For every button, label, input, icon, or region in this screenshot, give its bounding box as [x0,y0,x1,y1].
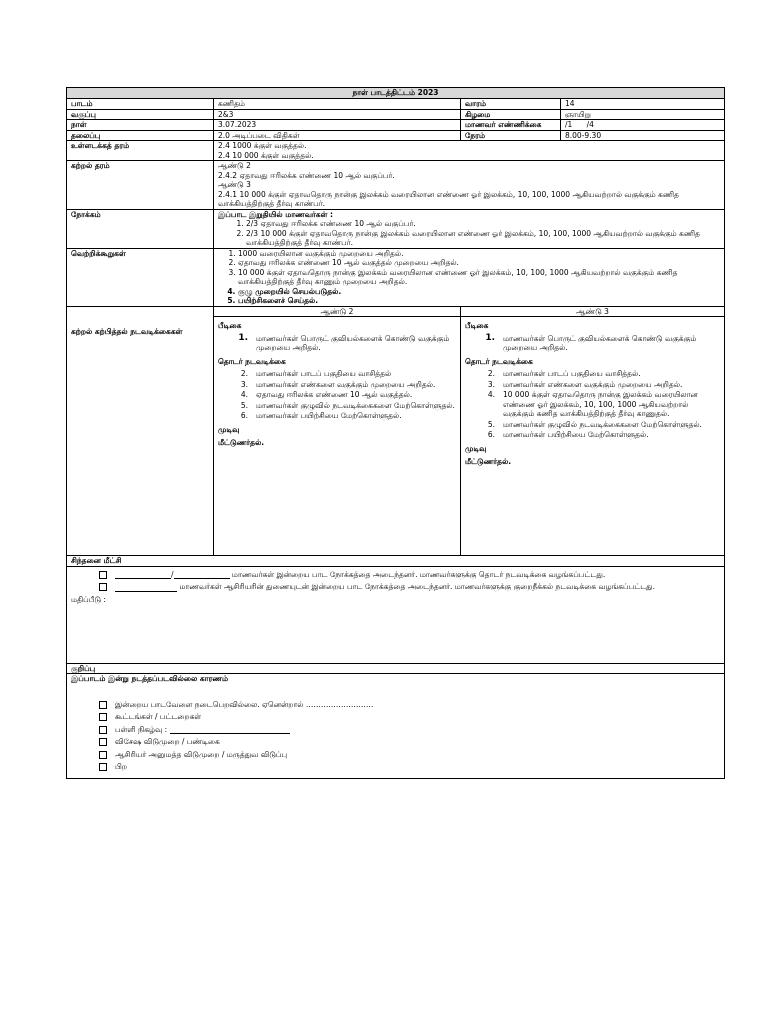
step-item [218,369,456,379]
learning-standard-label: கற்றல் தரம் [67,161,214,210]
reflection-option-1: / மாணவர்கள் இன்றைய பாட நோக்கத்தை அடைந்தனர். மாணவர்களுக்கு தொடர் நடவடிக்கை வழங்கப்பட்டது. [71,570,720,580]
date-label: நாள் [67,120,214,131]
success-criteria-value [214,248,725,306]
step-item [218,411,456,421]
objective-item: 2. 2/3 10 000 க்குள் ஏதாவதொரு நான்கு இலக்கம் வரையிலான எண்ணை ஓர் இலக்கம், 10, 100, 1000 ஆகியவற்றால் வகுக்கும் கணித வாக்கியத்திற்குத் தீர்வு காண்பர். [246,229,720,248]
year3-intro-steps [465,334,720,353]
step-item [465,390,720,419]
step-number: 1. [238,332,248,343]
step-text: மாணவர்கள் பயிற்சியை மேற்கொள்ளுதல். [503,430,649,439]
learning-standard-value [214,161,725,210]
step-text: ஏதாவது ஈரிலக்க எண்ணை 10 ஆல் வகுத்தல். [256,390,413,399]
reason-option [71,725,720,735]
objective-label: நோக்கம் [67,209,214,248]
week-value: 14 [561,99,725,110]
step-item [465,334,720,353]
class-label: வகுப்பு [67,109,214,120]
reason-option [71,750,720,760]
objective-list [218,219,720,248]
lesson-plan-page [66,87,724,779]
reflection-option-2 [71,582,720,592]
reflection-body [67,566,725,663]
step-text: மாணவர்கள் பொருட் குவியல்களைக் கொண்டு வகுக்கும் முறையை அறிதல். [503,333,697,352]
step-number: 6. [240,411,248,420]
objective-value [214,209,725,248]
step-item [465,430,720,440]
count-blank[interactable] [115,591,177,592]
step-number: 3. [240,379,248,389]
reflection-body-row [67,566,725,663]
reason-option-label: பிற [115,762,127,771]
reflection-label: சிந்தனை மீட்சி [67,556,725,567]
count-blank[interactable] [115,578,171,579]
not-conducted-reason-label: இப்பாடம் இன்று நடத்தப்படவில்லை காரணம் [71,674,228,683]
step-text: மாணவர்கள் பொருட் குவியல்களைக் கொண்டு வகுக்கும் முறையை அறிதல். [256,333,450,352]
title-row [67,88,725,99]
content-standard-line: 2.4 10 000 க்குள் வகுத்தல். [218,150,314,160]
objective-intro: இப்பாட இறுதியில் மாணவர்கள் : [218,209,333,219]
student-count-value: /1 /4 [561,120,725,131]
checkbox-icon[interactable] [99,738,107,746]
notes-label-row [67,663,725,674]
day-label: கிழமை [461,109,561,120]
learning-standard-line: 2.4.1 10 000 க்குள் ஏதாவதொரு நான்கு இலக்கம் வரையிலான எண்ணை ஓர் இலக்கம், 10, 100, 1000 ஆகியவற்றால் வகுக்கும் கணித வாக்கியத்திற்குத் தீர்வு காண்பர். [218,189,679,208]
learning-standard-line: ஆண்டு 3 [218,180,251,189]
checkbox-icon[interactable] [99,571,107,579]
content-standard-value [214,141,725,161]
step-item [465,420,720,430]
date-value: 3.07.2023 [214,120,461,131]
lesson-plan-table [66,87,725,779]
topic-value: 2.0 அடிப்படை விதிகள் [214,130,461,141]
step-text: மாணவர்கள் எண்களை வகுக்கும் முறையை அறிதல். [256,379,436,389]
checkbox-icon[interactable] [99,751,107,759]
reason-option [71,700,720,710]
year3-activities [461,317,725,556]
reflection-line-1: மாணவர்கள் இன்றைய பாட நோக்கத்தை அடைந்தனர். மாணவர்களுக்கு தொடர் நடவடிக்கை வழங்கப்பட்டது. [231,569,606,579]
class-value: 2&3 [214,109,461,120]
year3-main-label: தொடர் நடவடிக்கை [465,356,533,366]
time-value: 8.00-9.30 [561,130,725,141]
checkbox-icon[interactable] [99,763,107,771]
success-criteria-row [67,248,725,306]
year3-main-steps [465,369,720,440]
step-item [465,380,720,390]
checkbox-icon[interactable] [99,701,107,709]
plan-title: நாள் பாடத்திட்டம் 2023 [67,88,725,99]
content-standard-row [67,141,725,161]
meta-row-class [67,109,725,120]
notes-body-row [67,674,725,779]
reason-option [71,712,720,722]
checkbox-icon[interactable] [99,713,107,721]
step-item [218,390,456,400]
learning-standard-line: 2.4.2 ஏதாவது ஈரிலக்க எண்ணை 10 ஆல் வகுப்பர். [218,170,395,180]
checkbox-icon[interactable] [99,583,107,591]
objective-row [67,209,725,248]
success-criteria-item: 3. 10 000 க்குள் ஏதாவதொரு நான்கு இலக்கம் வரையிலான எண்ணை ஓர் இலக்கம், 10, 100, 1000 ஆகியவற்றால் வகுக்கும் கணித வாக்கியத்திற்குத் தீர்வு காணும் முறையை அறிதல். [238,268,720,287]
subject-label: பாடம் [67,99,214,110]
objective-item: 1. 2/3 ஏதாவது ஈரிலக்க எண்ணை 10 ஆல் வகுப்பர். [246,219,720,229]
step-text: மாணவர்கள் எண்களை வகுக்கும் முறையை அறிதல். [503,379,683,389]
activities-head-row [67,306,725,317]
step-number: 4. [240,390,248,399]
week-label: வாரம் [461,99,561,110]
year2-head: ஆண்டு 2 [214,306,461,317]
learning-standard-line: ஆண்டு 2 [218,161,251,170]
evaluation-label: மதிப்பீடு : [71,594,106,604]
step-text: 10 000 க்குள் ஏதாவதொரு நான்கு இலக்கம் வரையிலான எண்ணை ஓர் இலக்கம், 10, 100, 1000 ஆகியவற்றால் வகுக்கும் கணித வாக்கியத்திற்குத் தீர்வு காணுதல். [503,390,698,418]
step-number: 3. [487,379,495,389]
meta-row-subject [67,99,725,110]
reflection-label-row [67,556,725,567]
reason-option-label: கூட்டங்கள் / பட்டறைகள் [115,712,202,721]
year2-closing-label: முடிவு [218,424,240,434]
step-text: மாணவர்கள் குழுவில் நடவடிக்கைகளை மேற்கொள்ளுதல். [503,419,702,429]
step-number: 6. [487,430,495,439]
step-item [465,369,720,379]
year3-intro-label: பீடிகை [465,321,489,330]
checkbox-icon[interactable] [99,726,107,734]
reason-option-label: பள்ளி நிகழ்வு : [115,724,168,734]
year2-review-label: மீட்டுணர்தல். [218,438,265,447]
learning-standard-row [67,161,725,210]
step-text: மாணவர்கள் பாடப் பகுதியை வாசித்தல். [503,369,641,378]
day-value: ஞாயிறு [561,109,725,120]
student-count-label: மாணவர் எண்ணிக்கை [461,120,561,131]
notes-label: குறிப்பு [67,663,725,674]
step-number: 5. [240,400,248,410]
success-criteria-item: 4. குழு முறையில் செயல்படுதல். [238,287,720,297]
step-number: 2. [487,369,495,378]
step-item [218,334,456,353]
step-number: 1. [485,332,495,343]
time-label: நேரம் [461,130,561,141]
step-item [218,401,456,411]
event-blank[interactable] [170,733,290,734]
year3-head: ஆண்டு 3 [461,306,725,317]
reason-option-label: விசேஷ விடுமுறை / பண்டிகை [115,737,220,746]
year2-main-label: தொடர் நடவடிக்கை [218,356,286,366]
success-criteria-item: 5. பயிற்சிகளைச் செய்தல். [238,296,720,306]
reflection-line-2: மாணவர்கள் ஆசிரியரின் துணையுடன் இன்றைய பாட நோக்கத்தை அடைந்தனர். மாணவர்களுக்கு குறைநீக்கல் நடவடிக்கை வழங்கப்பட்டது. [179,582,656,591]
meta-row-date [67,120,725,131]
year2-intro-label: பீடிகை [218,321,242,330]
step-number: 5. [487,419,495,429]
reason-option [71,762,720,772]
meta-row-topic [67,130,725,141]
reason-option-label: ஆசிரியர் அனுமத்த விடுமுறை / மருத்துவ விடுப்பு [115,749,288,759]
step-text: மாணவர்கள் பாடப் பகுதியை வாசித்தல் [256,369,392,378]
subject-value: கணிதம் [214,99,461,110]
step-item [218,380,456,390]
reason-option [71,737,720,747]
total-blank[interactable] [174,578,230,579]
success-criteria-list [218,249,720,306]
notes-body [67,674,725,779]
content-standard-label: உள்ளடக்கத் தரம் [67,141,214,161]
year3-closing-label: முடிவு [465,443,487,453]
year3-review-label: மீட்டுணர்தல். [465,457,512,466]
content-standard-line: 2.4 1000 க்குள் வகுத்தல். [218,141,307,150]
reason-option-label: இன்றைய பாடவேளை நடைபெறவில்லை. ஏனென்றால் ……………………… [115,699,374,709]
step-number: 4. [487,390,495,399]
success-criteria-item: 1. 1000 வரையிலான வகுக்கும் முறையை அறிதல். [238,249,720,259]
success-criteria-label: வெற்றிக்கூறுகள் [67,248,214,306]
year2-main-steps [218,369,456,421]
success-criteria-item: 2. ஏதாவது ஈரிலக்க எண்ணை 10 ஆல் வகுத்தல் முறையை அறிதல். [238,258,720,268]
year2-intro-steps [218,334,456,353]
year2-activities [214,317,461,556]
topic-label: தலைப்பு [67,130,214,141]
activities-label: கற்றல் கற்பித்தல் நடவடிக்கைகள் [67,306,214,556]
step-number: 2. [240,369,248,378]
step-text: மாணவர்கள் குழுவில் நடவடிக்கைகளை மேற்கொள்ளுதல். [256,400,455,410]
step-text: மாணவர்கள் பயிற்சியை மேற்கொள்ளுதல். [256,411,402,420]
